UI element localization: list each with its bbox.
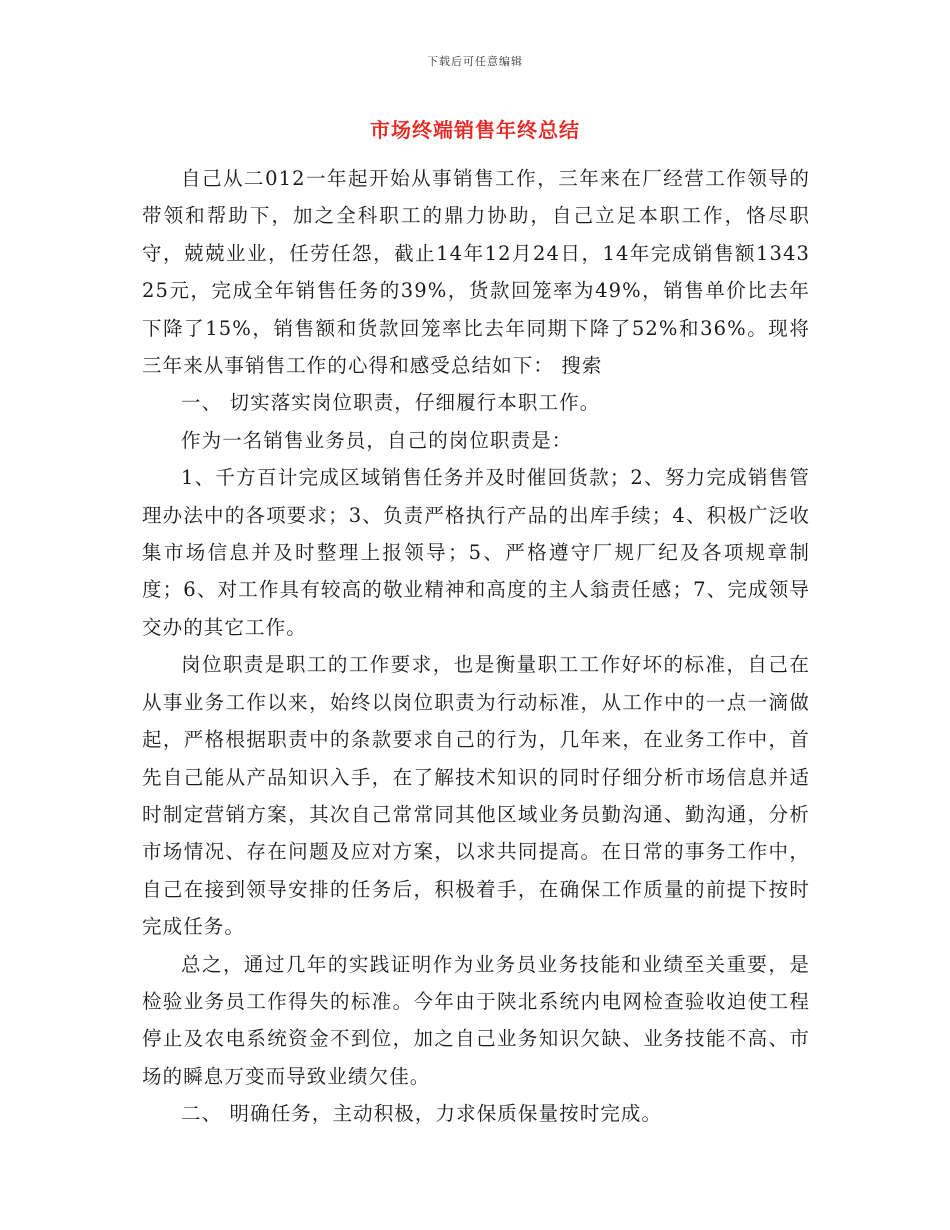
document-body [142,160,810,1133]
paragraph-duties-practice: 岗位职责是职工的工作要求，也是衡量职工工作好坏的标准，自己在从事业务工作以来，始终以岗位职责为行动标准，从工作中的一点一滴做起，严格根据职责中的条款要求自己的行为，几年来，在业务工作中，首先自己能从产品知识入手，在了解技术知识的同时仔细分析市场信息并适时制定营销方案，其次自己常常同其他区域业务员勤沟通、勤沟通，分析市场情况、存在问题及应对方案，以求共同提高。在日常的事务工作中，自己在接到领导安排的任务后，积极着手，在确保工作质量的前提下按时完成任务。 [142,653,810,939]
paragraph-duties-list: 1、千方百计完成区域销售任务并及时催回货款；2、努力完成销售管理办法中的各项要求；3、负责严格执行产品的出库手续；4、积极广泛收集市场信息并及时整理上报领导；5、严格遵守厂规厂纪及各项规章制度；6、对工作具有较高的敬业精神和高度的主人翁责任感；7、完成领导交办的其它工作。 [142,466,810,639]
document-title: 市场终端销售年终总结 [370,118,580,142]
page-header-note: 下载后可任意编辑 [427,55,523,68]
paragraph-section-1-heading: 一、 切实落实岗位职责，仔细履行本职工作。 [181,391,601,415]
paragraph-summary: 总之，通过几年的实践证明作为业务员业务技能和业绩至关重要，是检验业务员工作得失的标准。今年由于陕北系统内电网检查验收迫使工程停止及农电系统资金不到位，加之自己业务知识欠缺、业务技能不高、市场的瞬息万变而导致业绩欠佳。 [142,952,810,1088]
paragraph-intro: 自己从二012一年起开始从事销售工作，三年来在厂经营工作领导的带领和帮助下，加之全科职工的鼎力协助，自己立足本职工作，恪尽职守，兢兢业业，任劳任怨，截止14年12月24日，14年完成销售额134325元，完成全年销售任务的39%，货款回笼率为49%，销售单价比去年下降了15%，销售额和货款回笼率比去年同期下降了52%和36%。现将三年来从事销售工作的心得和感受总结如下： 搜索 [142,167,810,378]
paragraph-duties-intro: 作为一名销售业务员，自己的岗位职责是： [181,428,573,452]
paragraph-section-2-heading: 二、 明确任务，主动积极，力求保质保量按时完成。 [181,1102,663,1126]
